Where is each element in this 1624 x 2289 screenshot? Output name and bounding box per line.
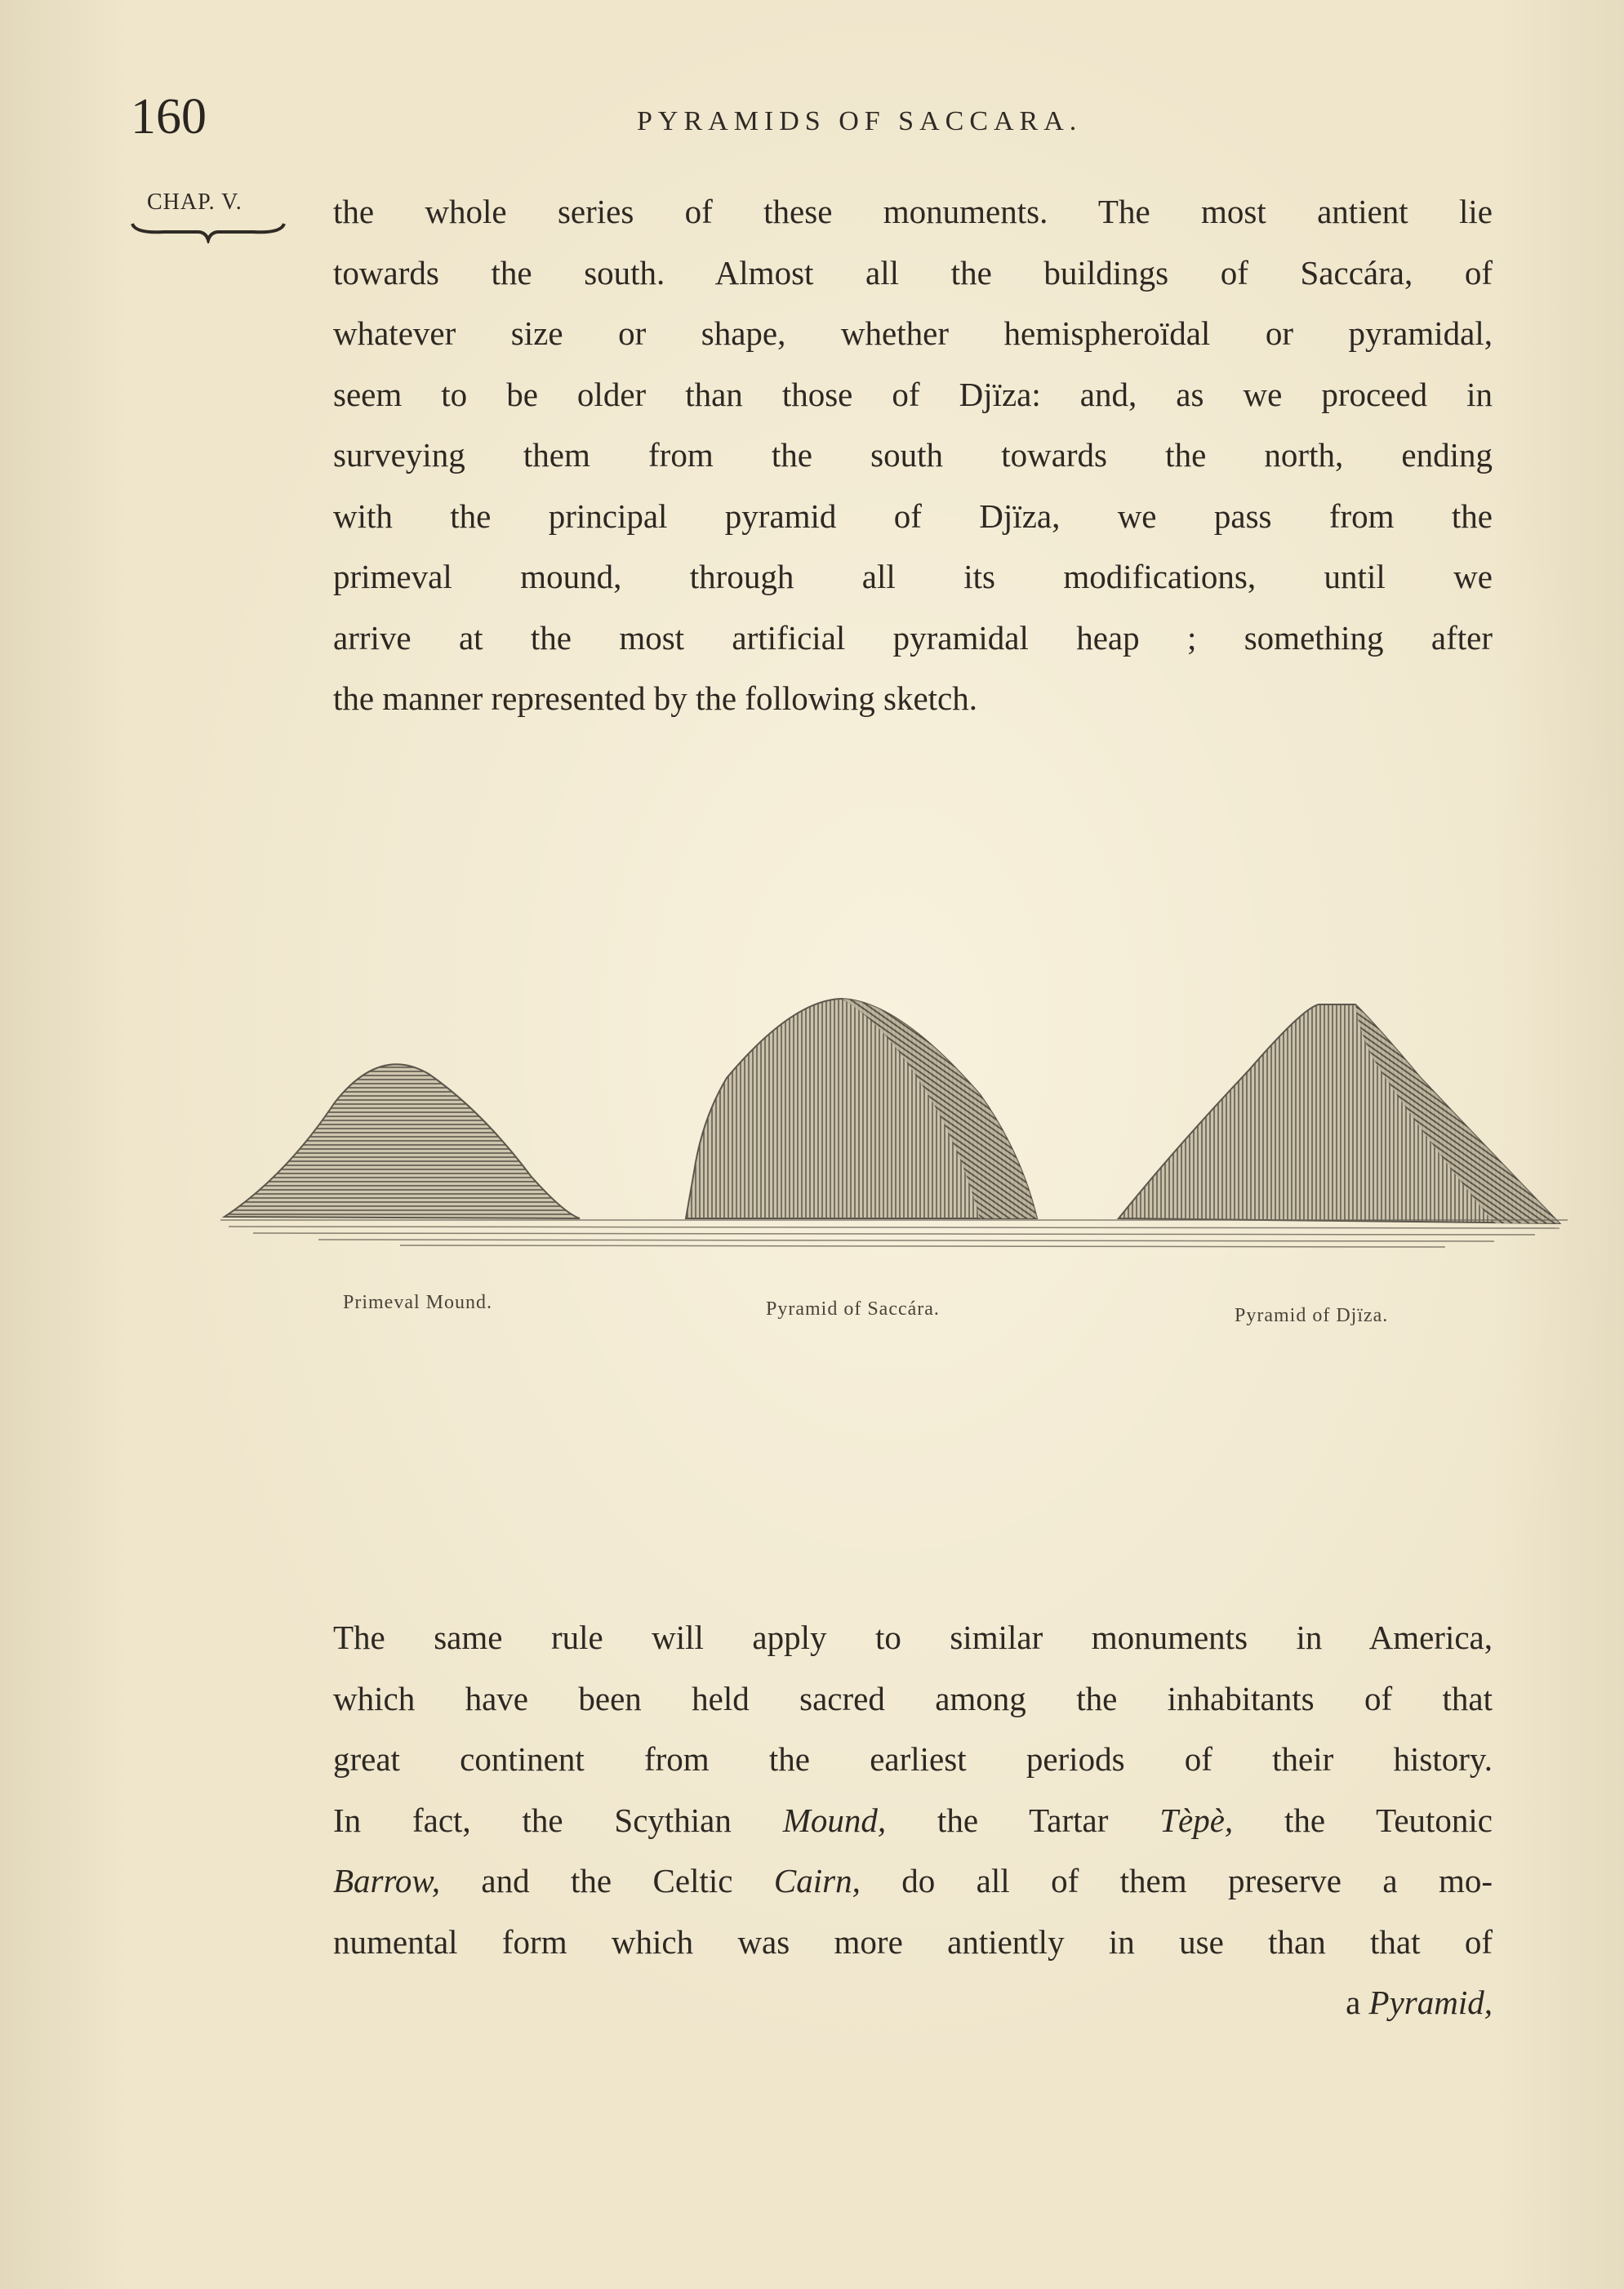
text-line: the whole series of these monuments. The most antient lie <box>333 193 1493 230</box>
text-line: great continent from the earliest periods of their history. <box>333 1740 1493 1778</box>
page-number: 160 <box>131 89 207 145</box>
text-line: with the principal pyramid of Djïza, we pass from the <box>333 497 1493 535</box>
caption-primeval-mound: Primeval Mound. <box>343 1292 492 1313</box>
text-line: numental form which was more antiently in use than that of <box>333 1922 1493 1961</box>
text-line: the manner represented by the following sketch. <box>333 679 977 717</box>
text-segment: In fact, the Scythian <box>333 1801 783 1839</box>
italic-term-barrow: Barrow, <box>333 1862 440 1899</box>
text-line: The same rule will apply to similar monuments in America, <box>333 1619 1493 1656</box>
text-segment: the Teutonic <box>1233 1801 1493 1839</box>
brace-ornament <box>131 219 286 243</box>
text-line <box>333 1790 1493 1851</box>
pyramids-engraving <box>220 980 1568 1323</box>
text-line <box>333 1850 1493 1912</box>
italic-term-pyramid: Pyramid, <box>1368 1984 1493 2021</box>
italic-term-mound: Mound, <box>782 1801 887 1839</box>
text-line: surveying them from the south towards the north, ending <box>333 436 1493 474</box>
text-segment: do all of them preserve a mo- <box>860 1862 1493 1899</box>
text-line: which have been held sacred among the inhabitants of that <box>333 1679 1493 1717</box>
text-segment: and the Celtic <box>440 1862 774 1899</box>
ground-line <box>220 1220 1568 1247</box>
text-line: primeval mound, through all its modifications, until we <box>333 558 1493 595</box>
text-line: arrive at the most artificial pyramidal heap ; something after <box>333 618 1493 657</box>
text-line: whatever size or shape, whether hemispheroïdal or pyramidal, <box>333 314 1493 352</box>
primeval-mound-drawing <box>225 1064 580 1218</box>
text-line: towards the south. Almost all the buildings of Saccára, of <box>333 253 1493 292</box>
paragraph-2 <box>333 1607 1493 2033</box>
italic-term-cairn: Cairn, <box>773 1862 861 1899</box>
text-line: seem to be older than those of Djïza: and, as we proceed in <box>333 375 1493 413</box>
running-title: PYRAMIDS OF SACCARA. <box>637 106 1083 136</box>
chapter-margin-note: CHAP. V. <box>147 189 242 215</box>
caption-pyramid-of-saccara: Pyramid of Saccára. <box>766 1298 940 1320</box>
text-segment: a <box>1346 1984 1369 2021</box>
catchword-line <box>333 1972 1493 2033</box>
paragraph-1 <box>333 181 1493 729</box>
caption-pyramid-of-djiza: Pyramid of Djïza. <box>1235 1305 1389 1326</box>
italic-term-tepe: Tèpè, <box>1159 1801 1234 1839</box>
text-segment: the Tartar <box>886 1801 1160 1839</box>
